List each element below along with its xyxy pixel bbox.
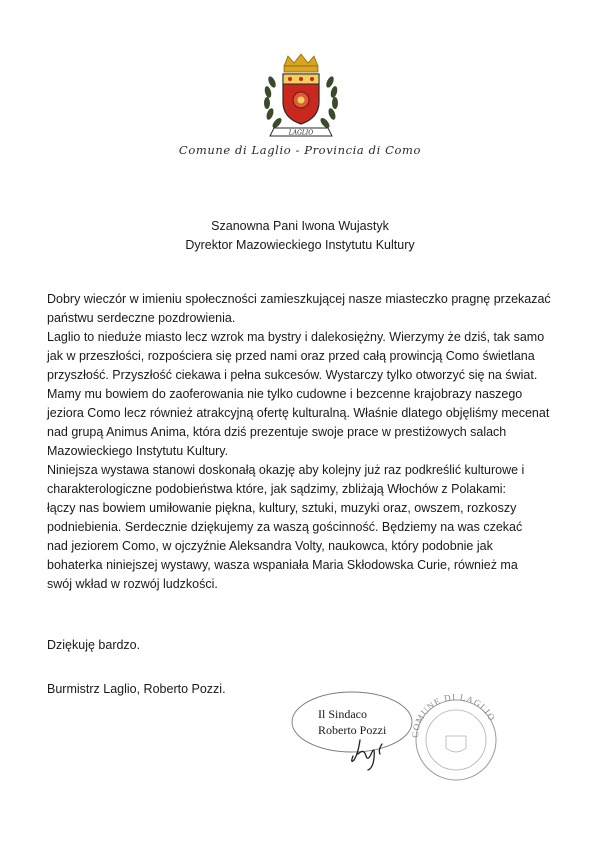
body-line: nad jeziorem Como, w ojczyźnie Aleksandra Volty, naukowca, który podobnie jak [47, 539, 493, 553]
stamp-signature-area [290, 688, 500, 788]
body-line: przyszłość. Przyszłość ciekawa i pełna sukcesów. Wystarczy tylko otworzyć się na świat. [47, 368, 538, 382]
addressee-block [0, 217, 600, 255]
body-line: swój wkład w rozwój ludzkości. [47, 577, 218, 591]
body-line: Dobry wieczór w imieniu społeczności zamieszkującej nasze miasteczko pragnę przekazać [47, 292, 551, 306]
municipality-header: Comune di Laglio - Provincia di Como [178, 143, 422, 157]
municipal-seal-icon [410, 692, 498, 780]
body-line: łączy nas bowiem umiłowanie piękna, kultury, sztuki, muzyki oraz, owszem, rozkoszy [47, 501, 517, 515]
handwritten-signature-icon [352, 740, 382, 770]
stamp-title: Il Sindaco [318, 707, 367, 721]
body-line: państwu serdeczne pozdrowienia. [47, 311, 236, 325]
crest-banner-label: LAGLIO [288, 129, 314, 137]
addressee-title: Dyrektor Mazowieckiego Instytutu Kultury [185, 238, 415, 252]
coat-of-arms-icon [258, 52, 344, 144]
body-line: Niniejsza wystawa stanowi doskonałą okazję aby kolejny już raz podkreślić kulturowe i [47, 463, 525, 477]
closing-line: Dziękuję bardzo. [47, 638, 141, 652]
letter-body [47, 290, 557, 594]
body-line: nad grupą Animus Anima, która dziś prezentuje swoje prace w prestiżowych salach [47, 425, 507, 439]
body-line: Mamy mu bowiem do zaoferowania nie tylko cudowne i bezcenne krajobrazy naszego [47, 387, 523, 401]
body-line: jeziora Como lecz również atrakcyjną ofertę kulturalną. Właśnie dlatego objęliśmy mecenat [47, 406, 550, 420]
signoff-line: Burmistrz Laglio, Roberto Pozzi. [47, 682, 226, 696]
body-line: jak w przeszłości, rozpościera się przed nami oraz przed całą prowincją Como świetlana [47, 349, 535, 363]
stamp-name: Roberto Pozzi [318, 723, 387, 737]
body-line: podniebienia. Serdecznie dziękujemy za waszą gościnność. Będziemy na was czekać [47, 520, 523, 534]
addressee-name: Szanowna Pani Iwona Wujastyk [211, 219, 389, 233]
stamp-text-block [318, 706, 386, 738]
body-line: Laglio to nieduże miasto lecz wzrok ma bystry i dalekosiężny. Wierzymy że dziś, tak samo [47, 330, 545, 344]
body-line: Mazowieckiego Instytutu Kultury. [47, 444, 229, 458]
seal-text: COMUNE DI LAGLIO [409, 691, 498, 739]
body-line: bohaterka niniejszej wystawy, wasza wspaniała Maria Skłodowska Curie, również ma [47, 558, 518, 572]
body-line: charakterologiczne podobieństwa które, jak sądzimy, zbliżają Włochów z Polakami: [47, 482, 507, 496]
